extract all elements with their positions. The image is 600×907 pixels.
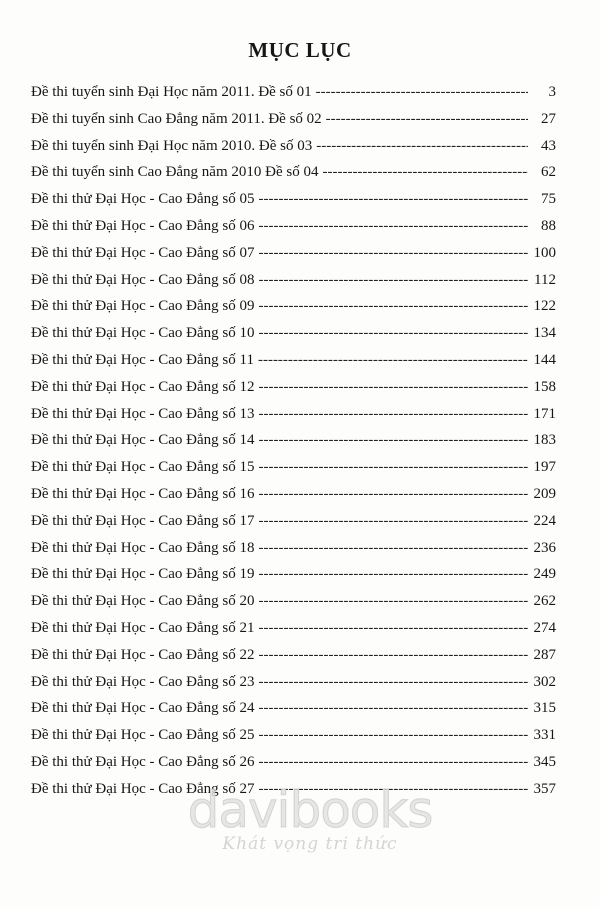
watermark-slogan: Khát vọng tri thức bbox=[222, 834, 398, 854]
toc-entry bbox=[31, 379, 556, 406]
toc-entry bbox=[31, 700, 556, 727]
toc-entry-page: 100 bbox=[533, 244, 556, 261]
toc-entry-label: Đề thi thử Đại Học - Cao Đẳng số 19 bbox=[31, 566, 255, 583]
toc-entry-page: 345 bbox=[533, 753, 556, 770]
toc-entry bbox=[31, 540, 556, 567]
toc-entry bbox=[31, 566, 556, 593]
toc-entry-page: 75 bbox=[541, 191, 556, 208]
toc-leader-dashes bbox=[259, 406, 528, 423]
toc-leader-dashes bbox=[259, 325, 528, 342]
toc-entry-label: Đề thi thử Đại Học - Cao Đẳng số 18 bbox=[31, 539, 255, 556]
toc-entry-label: Đề thi thử Đại Học - Cao Đẳng số 16 bbox=[31, 485, 255, 502]
toc-entry-label: Đề thi thử Đại Học - Cao Đẳng số 15 bbox=[31, 459, 255, 476]
toc-entry bbox=[31, 191, 556, 218]
toc-entry-page: 171 bbox=[533, 405, 556, 422]
toc-entry-page: 134 bbox=[533, 325, 556, 342]
toc-entry-label: Đề thi tuyển sinh Đại Học năm 2010. Đề số 03 bbox=[31, 137, 313, 154]
toc-entry-page: 183 bbox=[533, 432, 556, 449]
toc-entry-page: 224 bbox=[533, 512, 556, 529]
toc-entry-label: Đề thi tuyển sinh Cao Đẳng năm 2011. Đề số 02 bbox=[31, 110, 322, 127]
toc-entry-label: Đề thi thử Đại Học - Cao Đẳng số 23 bbox=[31, 673, 255, 690]
toc-leader-dashes bbox=[259, 700, 528, 717]
toc-entry-label: Đề thi thử Đại Học - Cao Đẳng số 09 bbox=[31, 298, 255, 315]
toc-entry-page: 262 bbox=[533, 593, 556, 610]
toc-entry-label: Đề thi thử Đại Học - Cao Đẳng số 12 bbox=[31, 378, 255, 395]
toc-entry-page: 88 bbox=[541, 217, 556, 234]
toc-entry-label: Đề thi thử Đại Học - Cao Đẳng số 05 bbox=[31, 191, 255, 208]
toc-leader-dashes bbox=[259, 486, 528, 503]
toc-entry bbox=[31, 674, 556, 701]
toc-leader-dashes bbox=[316, 84, 528, 101]
toc-entry bbox=[31, 272, 556, 299]
toc-entry bbox=[31, 111, 556, 138]
toc-leader-dashes bbox=[258, 352, 528, 369]
toc-entry-page: 249 bbox=[533, 566, 556, 583]
toc-entry-label: Đề thi thử Đại Học - Cao Đẳng số 26 bbox=[31, 753, 255, 770]
toc-entry-label: Đề thi thử Đại Học - Cao Đẳng số 17 bbox=[31, 512, 255, 529]
toc-entry-page: 302 bbox=[533, 673, 556, 690]
toc-leader-dashes bbox=[326, 111, 528, 128]
toc-leader-dashes bbox=[259, 379, 528, 396]
toc-entry bbox=[31, 432, 556, 459]
toc-entry-page: 144 bbox=[533, 351, 556, 368]
toc-leader-dashes bbox=[259, 620, 528, 637]
toc-entry-page: 112 bbox=[534, 271, 556, 288]
table-of-contents bbox=[31, 84, 556, 808]
toc-entry-label: Đề thi thử Đại Học - Cao Đẳng số 27 bbox=[31, 780, 255, 797]
toc-entry-label: Đề thi thử Đại Học - Cao Đẳng số 24 bbox=[31, 700, 255, 717]
toc-entry-label: Đề thi thử Đại Học - Cao Đẳng số 10 bbox=[31, 325, 255, 342]
toc-leader-dashes bbox=[259, 245, 528, 262]
toc-entry bbox=[31, 754, 556, 781]
page-title: MỤC LỤC bbox=[248, 38, 352, 62]
toc-entry-page: 3 bbox=[548, 84, 556, 100]
toc-entry-label: Đề thi thử Đại Học - Cao Đẳng số 21 bbox=[31, 619, 255, 636]
toc-leader-dashes bbox=[259, 754, 528, 771]
toc-entry-page: 158 bbox=[533, 378, 556, 395]
toc-entry-label: Đề thi thử Đại Học - Cao Đẳng số 11 bbox=[31, 351, 254, 368]
toc-entry-label: Đề thi thử Đại Học - Cao Đẳng số 25 bbox=[31, 727, 255, 744]
toc-entry-label: Đề thi tuyển sinh Đại Học năm 2011. Đề số 01 bbox=[31, 84, 312, 100]
toc-entry bbox=[31, 138, 556, 165]
toc-entry-page: 331 bbox=[533, 727, 556, 744]
toc-entry-label: Đề thi thử Đại Học - Cao Đẳng số 13 bbox=[31, 405, 255, 422]
toc-entry-page: 236 bbox=[533, 539, 556, 556]
toc-entry bbox=[31, 620, 556, 647]
toc-entry bbox=[31, 647, 556, 674]
toc-leader-dashes bbox=[259, 191, 528, 208]
toc-leader-dashes bbox=[259, 593, 528, 610]
toc-entry-label: Đề thi thử Đại Học - Cao Đẳng số 08 bbox=[31, 271, 255, 288]
toc-entry-page: 274 bbox=[533, 619, 556, 636]
toc-entry-label: Đề thi thử Đại Học - Cao Đẳng số 20 bbox=[31, 593, 255, 610]
toc-leader-dashes bbox=[259, 566, 528, 583]
toc-entry-page: 287 bbox=[533, 646, 556, 663]
toc-entry-label: Đề thi thử Đại Học - Cao Đẳng số 07 bbox=[31, 244, 255, 261]
toc-entry-page: 122 bbox=[533, 298, 556, 315]
toc-entry bbox=[31, 164, 556, 191]
toc-leader-dashes bbox=[259, 727, 528, 744]
toc-entry-page: 357 bbox=[533, 780, 556, 797]
toc-entry bbox=[31, 352, 556, 379]
toc-leader-dashes bbox=[259, 647, 528, 664]
toc-entry bbox=[31, 593, 556, 620]
toc-entry-page: 43 bbox=[541, 137, 556, 154]
toc-entry bbox=[31, 406, 556, 433]
toc-leader-dashes bbox=[259, 218, 528, 235]
toc-entry-label: Đề thi thử Đại Học - Cao Đẳng số 14 bbox=[31, 432, 255, 449]
toc-entry-label: Đề thi thử Đại Học - Cao Đẳng số 22 bbox=[31, 646, 255, 663]
toc-entry-label: Đề thi tuyển sinh Cao Đẳng năm 2010 Đề số 04 bbox=[31, 164, 319, 181]
toc-entry bbox=[31, 513, 556, 540]
toc-leader-dashes bbox=[259, 298, 528, 315]
toc-entry bbox=[31, 459, 556, 486]
toc-entry bbox=[31, 218, 556, 245]
toc-entry-page: 62 bbox=[541, 164, 556, 181]
toc-entry bbox=[31, 325, 556, 352]
toc-entry-page: 209 bbox=[533, 485, 556, 502]
toc-leader-dashes bbox=[259, 432, 528, 449]
toc-entry bbox=[31, 727, 556, 754]
toc-entry bbox=[31, 84, 556, 111]
toc-entry-page: 315 bbox=[533, 700, 556, 717]
toc-leader-dashes bbox=[316, 138, 528, 155]
toc-leader-dashes bbox=[259, 459, 528, 476]
toc-entry-label: Đề thi thử Đại Học - Cao Đẳng số 06 bbox=[31, 217, 255, 234]
toc-entry bbox=[31, 298, 556, 325]
watermark-logo bbox=[150, 782, 470, 854]
toc-leader-dashes bbox=[259, 272, 528, 289]
toc-entry bbox=[31, 486, 556, 513]
toc-entry-page: 27 bbox=[541, 110, 556, 127]
toc-leader-dashes bbox=[322, 164, 528, 181]
toc-leader-dashes bbox=[259, 674, 528, 691]
watermark-brand: davibooks bbox=[187, 781, 433, 839]
toc-leader-dashes bbox=[259, 513, 528, 530]
toc-entry-page: 197 bbox=[533, 459, 556, 476]
toc-entry bbox=[31, 245, 556, 272]
toc-leader-dashes bbox=[259, 540, 528, 557]
